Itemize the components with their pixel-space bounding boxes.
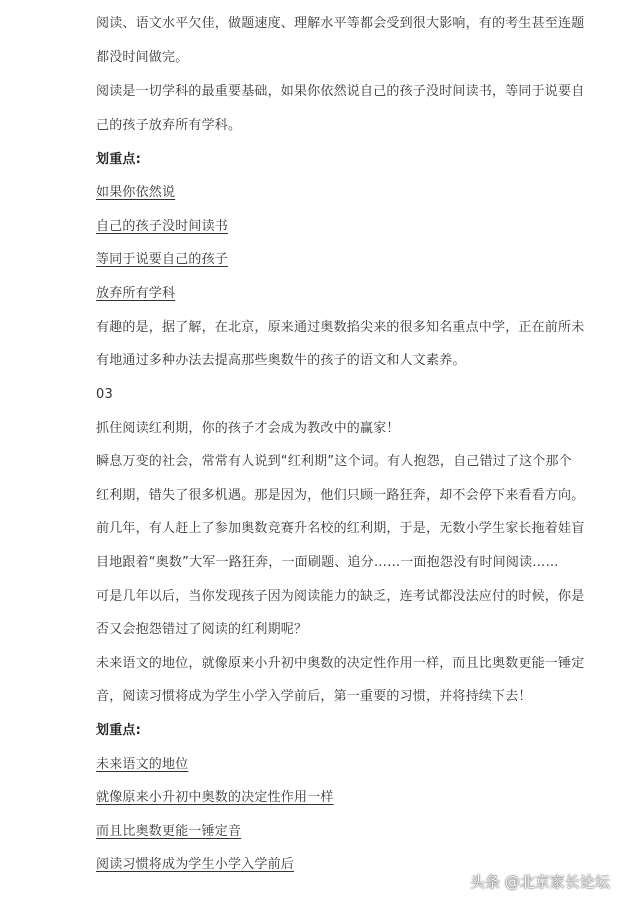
paragraph-line: 瞬息万变的社会，常常有人说到“红利期”这个词。有人抱怨，自己错过了这个那个 (96, 454, 572, 469)
paragraph-line: 都没时间做完。 (96, 50, 189, 65)
highlight-line: 等同于说要自己的孩子 (96, 252, 229, 267)
highlight-line: 未来语文的地位 (96, 757, 189, 772)
paragraph-line: 有地通过多种办法去提高那些奥数牛的孩子的语文和人文素养。 (96, 353, 466, 368)
source-watermark: 头条 @北京家长论坛 (470, 873, 610, 891)
key-points-heading: 划重点: (96, 723, 141, 738)
highlight-line: 就像原来小升初中奥数的决定性作用一样 (96, 790, 334, 805)
paragraph-line: 阅读、语文水平欠佳，做题速度、理解水平等都会受到很大影响，有的考生甚至连题 (96, 16, 585, 31)
paragraph-line: 阅读是一切学科的最重要基础，如果你依然说自己的孩子没时间读书，等同于说要自 (96, 84, 585, 99)
paragraph-line: 否又会抱怨错过了阅读的红利期呢？ (96, 622, 308, 637)
paragraph-line: 抓住阅读红利期，你的孩子才会成为教改中的赢家！ (96, 421, 400, 436)
paragraph-line: 前几年，有人赶上了参加奥数竞赛升名校的红利期，于是，无数小学生家长拖着娃盲 (96, 521, 585, 536)
paragraph-line: 未来语文的地位，就像原来小升初中奥数的决定性作用一样，而且比奥数更能一锤定 (96, 656, 585, 671)
highlight-line: 阅读习惯将成为学生小学入学前后 (96, 857, 295, 872)
key-points-heading: 划重点: (96, 152, 141, 167)
paragraph-line: 目地跟着“奥数”大军一路狂奔，一面刷题、追分……一面抱怨没有时间阅读…… (96, 555, 559, 570)
paragraph-line: 己的孩子放弃所有学科。 (96, 118, 242, 133)
paragraph-line: 音，阅读习惯将成为学生小学入学前后，第一重要的习惯，并将持续下去！ (96, 689, 532, 704)
highlight-line: 自己的孩子没时间读书 (96, 219, 229, 234)
highlight-line: 放弃所有学科 (96, 286, 176, 301)
section-number: 03 (96, 387, 113, 402)
paragraph-line: 可是几年以后，当你发现孩子因为阅读能力的缺乏，连考试都没法应付的时候，你是 (96, 589, 585, 604)
highlight-line: 而且比奥数更能一锤定音 (96, 824, 242, 839)
paragraph-line: 有趣的是，据了解，在北京，原来通过奥数掐尖来的很多知名重点中学，正在前所未 (96, 320, 585, 335)
highlight-line: 如果你依然说 (96, 185, 176, 200)
paragraph-line: 红利期，错失了很多机遇。那是因为，他们只顾一路狂奔，却不会停下来看看方向。 (96, 488, 585, 503)
